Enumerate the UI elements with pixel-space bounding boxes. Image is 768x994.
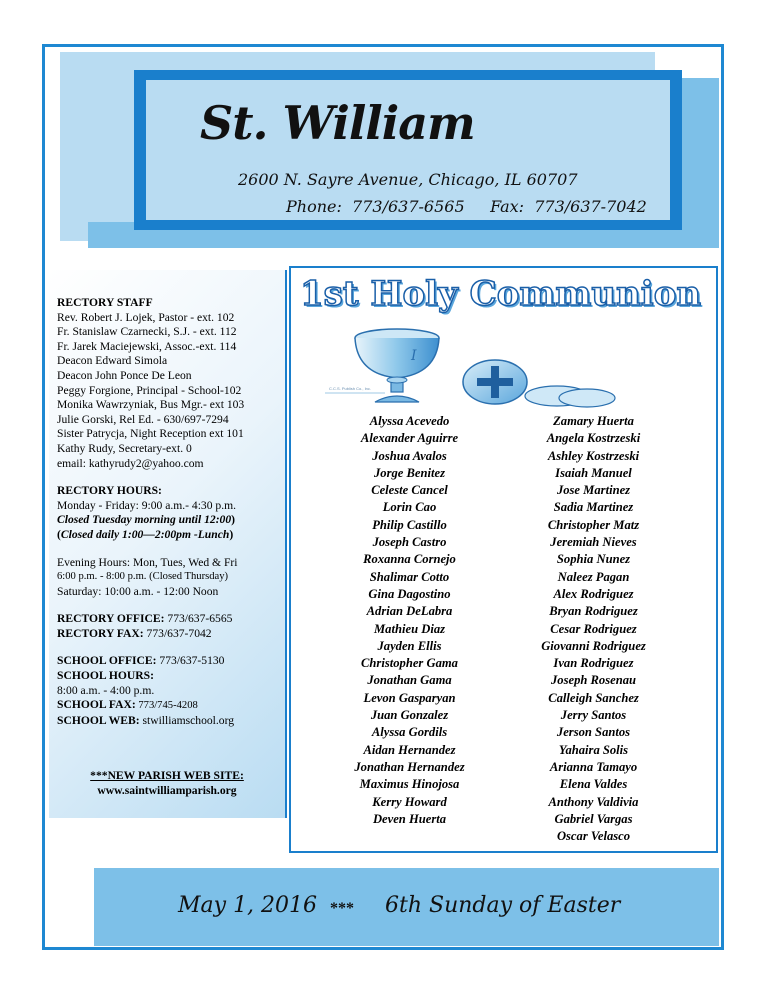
list-item: Joseph Castro bbox=[372, 535, 447, 550]
list-item: Aidan Hernandez bbox=[363, 742, 456, 757]
chalice-host-illustration bbox=[325, 318, 705, 410]
communicant-list-left bbox=[322, 413, 497, 828]
list-item: Jayden Ellis bbox=[377, 638, 442, 653]
list-item: Roxanna Cornejo bbox=[363, 552, 456, 567]
list-item: Maximus Hinojosa bbox=[359, 777, 460, 792]
list-item: Shalimar Cotto bbox=[369, 569, 450, 584]
chalice-icon bbox=[355, 329, 439, 402]
school-hours-label: SCHOOL HOURS: bbox=[57, 669, 154, 683]
staff-member: Fr. Stanislaw Czarnecki, S.J. - ext. 112 bbox=[57, 325, 237, 339]
list-item: Kerry Howard bbox=[372, 794, 447, 809]
list-item: Juan Gonzalez bbox=[370, 708, 449, 723]
rectory-office: RECTORY OFFICE: 773/637-6565 bbox=[57, 612, 233, 626]
school-office: SCHOOL OFFICE: 773/637-5130 bbox=[57, 654, 225, 668]
list-item: Calleigh Sanchez bbox=[548, 690, 639, 705]
list-item: Elena Valdes bbox=[559, 777, 628, 792]
list-item: Anthony Valdivia bbox=[548, 794, 639, 809]
parish-website-note bbox=[57, 768, 277, 798]
list-item: Alyssa Acevedo bbox=[369, 414, 450, 428]
hours-heading: RECTORY HOURS: bbox=[57, 484, 162, 498]
list-item: Jorge Benitez bbox=[373, 465, 445, 480]
staff-member: Rev. Robert J. Lojek, Pastor - ext. 102 bbox=[57, 310, 235, 324]
list-item: Jerson Santos bbox=[556, 725, 631, 740]
bulletin-date: May 1, 2016 bbox=[178, 893, 318, 918]
website-url[interactable]: www.saintwilliamparish.org bbox=[97, 784, 237, 797]
hours-weekday: Monday - Friday: 9:00 a.m.- 4:30 p.m. bbox=[57, 498, 237, 512]
list-item: Alyssa Gordils bbox=[371, 725, 448, 740]
hours-lunch: (Closed daily 1:00—2:00pm -Lunch) bbox=[57, 527, 234, 541]
list-item: Ivan Rodriguez bbox=[553, 656, 634, 671]
list-item: Christopher Matz bbox=[547, 517, 640, 532]
hours-saturday: Saturday: 10:00 a.m. - 12:00 Noon bbox=[57, 584, 219, 598]
list-item: Christopher Gama bbox=[361, 656, 458, 671]
parish-address: 2600 N. Sayre Avenue, Chicago, IL 60707 bbox=[238, 170, 578, 189]
staff-member: Sister Patrycja, Night Reception ext 101 bbox=[57, 427, 244, 441]
list-item: Sophia Nunez bbox=[556, 552, 631, 567]
communion-title: 1st Holy Communion bbox=[300, 274, 702, 314]
staff-heading: RECTORY STAFF bbox=[57, 296, 153, 309]
list-item: Jose Martinez bbox=[556, 483, 631, 498]
hours-evening-times: 6:00 p.m. - 8:00 p.m. (Closed Thursday) bbox=[57, 571, 229, 583]
list-item: Jonathan Hernandez bbox=[354, 759, 465, 774]
hours-tuesday: Closed Tuesday morning until 12:00) bbox=[57, 513, 236, 527]
school-web: SCHOOL WEB: stwilliamschool.org bbox=[57, 713, 235, 727]
school-fax: SCHOOL FAX: 773/745-4208 bbox=[57, 698, 198, 712]
rectory-fax: RECTORY FAX: 773/637-7042 bbox=[57, 626, 212, 640]
list-item: Gina Dagostino bbox=[368, 586, 451, 601]
liturgical-occasion: 6th Sunday of Easter bbox=[385, 893, 621, 918]
staff-member: Deacon Edward Simola bbox=[57, 354, 168, 368]
list-item: Zamary Huerta bbox=[553, 414, 634, 428]
list-item: Alexander Aguirre bbox=[360, 431, 459, 446]
list-item: Joshua Avalos bbox=[372, 448, 447, 463]
list-item: Angela Kostrzeski bbox=[546, 431, 641, 446]
list-item: Deven Huerta bbox=[372, 811, 447, 826]
list-item: Ashley Kostrzeski bbox=[547, 448, 640, 463]
school-hours: 8:00 a.m. - 4:00 p.m. bbox=[57, 683, 155, 697]
list-item: Bryan Rodriguez bbox=[549, 604, 638, 619]
art-caption: C.C.S. Publish Co., Inc. bbox=[329, 386, 372, 391]
list-item: Jeremiah Nieves bbox=[550, 535, 637, 550]
footer-separator: *** bbox=[330, 900, 354, 917]
staff-member: Fr. Jarek Maciejewski, Assoc.-ext. 114 bbox=[57, 339, 237, 353]
hours-evening: Evening Hours: Mon, Tues, Wed & Fri bbox=[57, 555, 238, 569]
list-item: Jonathan Gama bbox=[367, 673, 452, 688]
list-item: Giovanni Rodriguez bbox=[541, 638, 646, 653]
list-item: Jerry Santos bbox=[560, 708, 627, 723]
list-item: Celeste Cancel bbox=[371, 483, 448, 498]
list-item: Cesar Rodriguez bbox=[550, 621, 637, 636]
staff-member: Peggy Forgione, Principal - School-102 bbox=[57, 383, 242, 397]
list-item: Arianna Tamayo bbox=[549, 759, 638, 774]
staff-member: Deacon John Ponce De Leon bbox=[57, 368, 192, 382]
list-item: Yahaira Solis bbox=[558, 742, 629, 757]
list-item: Mathieu Diaz bbox=[373, 621, 446, 636]
list-item: Levon Gasparyan bbox=[363, 690, 456, 705]
list-item: Sadia Martinez bbox=[553, 500, 634, 515]
list-item: Lorin Cao bbox=[382, 500, 437, 515]
list-item: Naleez Pagan bbox=[557, 569, 630, 584]
staff-member: Monika Wawrzyniak, Bus Mgr.- ext 103 bbox=[57, 398, 245, 412]
list-item: Oscar Velasco bbox=[556, 829, 631, 844]
list-item: Joseph Rosenau bbox=[550, 673, 637, 688]
staff-member: Julie Gorski, Rel Ed. - 630/697-7294 bbox=[57, 412, 229, 426]
list-item: Alex Rodriguez bbox=[553, 586, 634, 601]
host-icon bbox=[463, 360, 615, 407]
parish-name: St. William bbox=[200, 96, 475, 150]
staff-email: email: kathyrudy2@yahoo.com bbox=[57, 456, 204, 470]
list-item: Gabriel Vargas bbox=[554, 811, 633, 826]
communicant-list-right bbox=[506, 413, 681, 845]
svg-text:I: I bbox=[411, 348, 417, 364]
staff-member: Kathy Rudy, Secretary-ext. 0 bbox=[57, 441, 192, 455]
list-item: Adrian DeLabra bbox=[366, 604, 453, 619]
staff-info bbox=[57, 296, 293, 728]
website-label: ***NEW PARISH WEB SITE: bbox=[90, 769, 244, 782]
list-item: Philip Castillo bbox=[372, 517, 447, 532]
list-item: Isaiah Manuel bbox=[555, 465, 632, 480]
parish-phone: Phone: 773/637-6565 Fax: 773/637-7042 bbox=[286, 197, 647, 216]
